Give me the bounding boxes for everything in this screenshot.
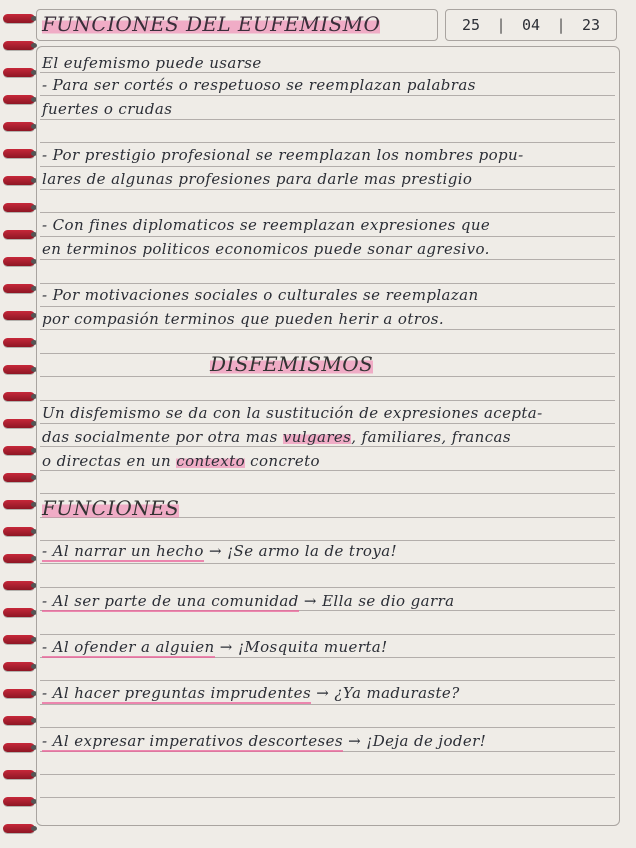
ruled-line <box>40 212 615 213</box>
disfemismos-heading: DISFEMISMOS <box>210 352 374 376</box>
spiral-coil <box>3 824 35 833</box>
spiral-coil <box>3 419 35 428</box>
ruled-line <box>40 236 615 237</box>
point-1-line-1: - Para ser cortés o respetuoso se reemplazan palabras <box>42 76 476 94</box>
spiral-coil <box>3 338 35 347</box>
arrow-icon: → <box>208 542 222 560</box>
function-label: - Al ser parte de una comunidad <box>42 592 299 610</box>
spiral-coil <box>3 581 35 590</box>
arrow-icon: → <box>316 684 330 702</box>
spiral-coil <box>3 284 35 293</box>
spiral-coil <box>3 689 35 698</box>
ruled-line <box>40 727 615 728</box>
spiral-coil <box>3 203 35 212</box>
function-example: ¿Ya maduraste? <box>334 684 460 702</box>
date-separator: | <box>496 16 506 34</box>
ruled-line <box>40 540 615 541</box>
spiral-coil <box>3 68 35 77</box>
ruled-line <box>40 142 615 143</box>
intro-line: El eufemismo puede usarse <box>42 54 262 72</box>
arrow-icon: → <box>348 732 362 750</box>
spiral-coil <box>3 365 35 374</box>
spiral-coil <box>3 257 35 266</box>
ruled-line <box>40 563 615 564</box>
spiral-coil <box>3 662 35 671</box>
ruled-line <box>40 680 615 681</box>
ruled-line <box>40 72 615 73</box>
arrow-icon: → <box>303 592 317 610</box>
spiral-coil <box>3 797 35 806</box>
ruled-line <box>40 329 615 330</box>
spiral-coil <box>3 446 35 455</box>
definition-line-2 <box>42 428 511 446</box>
definition-text: , familiares, francas <box>351 428 511 446</box>
ruled-line <box>40 189 615 190</box>
funciones-heading: FUNCIONES <box>42 496 180 520</box>
function-label: - Al hacer preguntas imprudentes <box>42 684 312 702</box>
ruled-line <box>40 493 615 494</box>
spiral-coil <box>3 473 35 482</box>
function-item-4 <box>42 684 460 702</box>
function-example: ¡Deja de joder! <box>366 732 487 750</box>
definition-text: concreto <box>245 452 320 470</box>
highlighted-word: contexto <box>176 452 245 470</box>
spiral-coil <box>3 14 35 23</box>
function-label: - Al ofender a alguien <box>42 638 215 656</box>
spiral-coil <box>3 230 35 239</box>
point-2-line-1: - Por prestigio profesional se reemplazan los nombres popu- <box>42 146 524 164</box>
point-3-line-1: - Con fines diplomaticos se reemplazan expresiones que <box>42 216 491 234</box>
definition-text: o directas en un <box>42 452 177 470</box>
highlighted-word: vulgares <box>282 428 352 446</box>
spiral-coil <box>3 743 35 752</box>
function-item-2 <box>42 592 455 610</box>
ruled-line <box>40 259 615 260</box>
spiral-coil <box>3 176 35 185</box>
ruled-line <box>40 306 615 307</box>
date-box <box>445 9 617 41</box>
point-1-line-2: fuertes o crudas <box>42 100 173 118</box>
ruled-line <box>40 587 615 588</box>
point-3-line-2: en terminos politicos economicos puede sonar agresivo. <box>42 240 490 258</box>
definition-text: das socialmente por otra mas <box>42 428 283 446</box>
ruled-line <box>40 704 615 705</box>
ruled-line <box>40 283 615 284</box>
ruled-line <box>40 470 615 471</box>
definition-line-1: Un disfemismo se da con la sustitución de expresiones acepta- <box>42 404 543 422</box>
spiral-coil <box>3 554 35 563</box>
ruled-line <box>40 95 615 96</box>
date-month: 04 <box>521 16 541 34</box>
ruled-line <box>40 400 615 401</box>
arrow-icon: → <box>219 638 233 656</box>
spiral-binding <box>0 0 40 848</box>
spiral-coil <box>3 527 35 536</box>
spiral-coil <box>3 635 35 644</box>
spiral-coil <box>3 716 35 725</box>
point-4-line-1: - Por motivaciones sociales o culturales se reemplazan <box>42 286 479 304</box>
function-example: Ella se dio garra <box>322 592 455 610</box>
spiral-coil <box>3 41 35 50</box>
function-label: - Al narrar un hecho <box>42 542 204 560</box>
spiral-coil <box>3 95 35 104</box>
spiral-coil <box>3 500 35 509</box>
date-year: 23 <box>581 16 601 34</box>
ruled-line <box>40 634 615 635</box>
spiral-coil <box>3 608 35 617</box>
point-4-line-2: por compasión terminos que pueden herir a otros. <box>42 310 445 328</box>
ruled-line <box>40 119 615 120</box>
spiral-coil <box>3 392 35 401</box>
function-example: ¡Mosquita muerta! <box>237 638 388 656</box>
point-2-line-2: lares de algunas profesiones para darle mas prestigio <box>42 170 473 188</box>
ruled-line <box>40 774 615 775</box>
date-separator: | <box>556 16 566 34</box>
spiral-coil <box>3 311 35 320</box>
function-item-3 <box>42 638 388 656</box>
function-example: ¡Se armo la de troya! <box>227 542 398 560</box>
spiral-coil <box>3 149 35 158</box>
ruled-line <box>40 423 615 424</box>
function-item-1 <box>42 542 397 560</box>
spiral-coil <box>3 122 35 131</box>
ruled-line <box>40 797 615 798</box>
definition-line-3 <box>42 452 320 470</box>
ruled-line <box>40 166 615 167</box>
function-label: - Al expresar imperativos descorteses <box>42 732 343 750</box>
function-item-5 <box>42 732 486 750</box>
ruled-line <box>40 446 615 447</box>
date-day: 25 <box>461 16 481 34</box>
ruled-line <box>40 376 615 377</box>
page-title: FUNCIONES DEL EUFEMISMO <box>42 12 381 36</box>
spiral-coil <box>3 770 35 779</box>
